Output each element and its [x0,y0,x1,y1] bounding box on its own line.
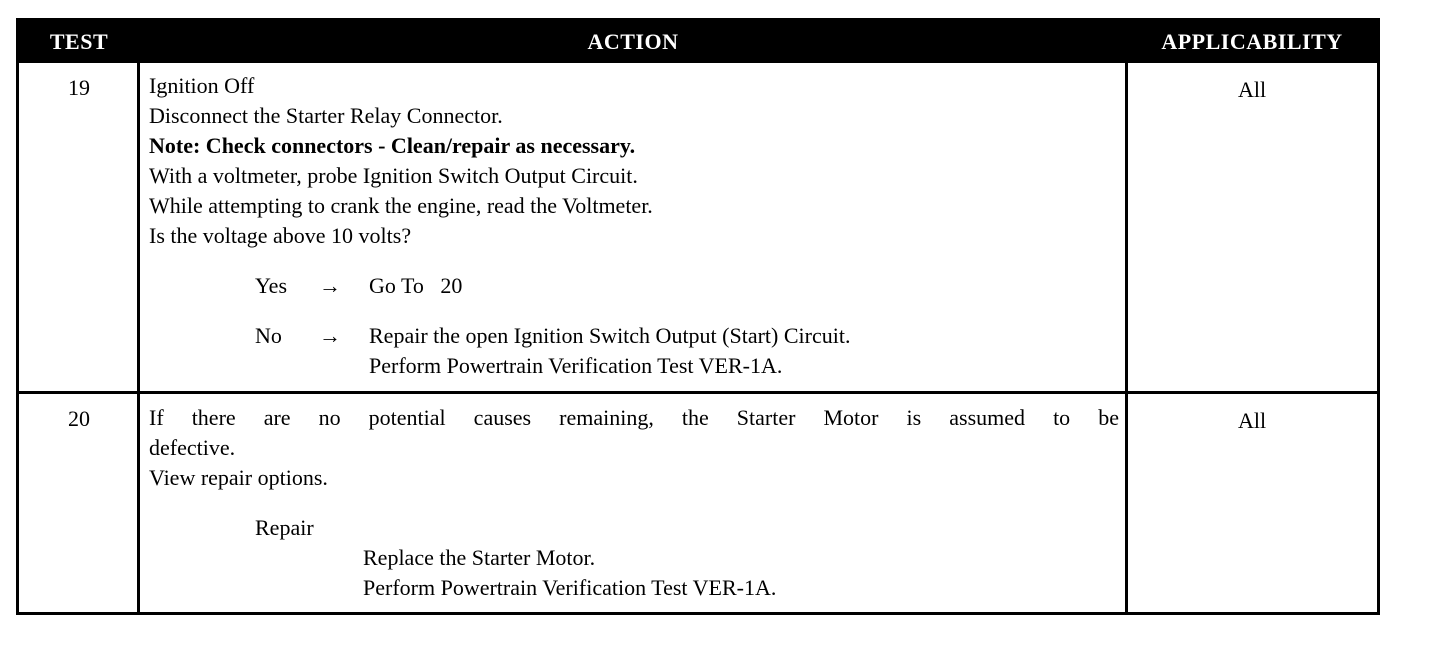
no-result-continued: Perform Powertrain Verification Test VER-1A. [369,353,783,378]
repair-step-text: Perform Powertrain Verification Test VER-1A. [363,575,777,600]
action-step: View repair options. [149,465,328,490]
repair-step [149,573,1119,603]
row-divider [19,391,1377,394]
repair-label: Repair [255,515,314,540]
action-step: defective. [149,435,236,460]
repair-step-text: Replace the Starter Motor. [363,545,596,570]
applicability-value: All [1237,408,1267,433]
no-label: No [255,323,282,348]
no-option [149,321,1119,351]
no-result: Repair the open Ignition Switch Output (Start) Circuit. [369,323,851,348]
yes-result: Go To 20 [369,273,463,298]
header-action: ACTION [587,29,679,54]
header-applicability: APPLICABILITY [1161,29,1343,54]
yes-label: Yes [255,273,288,298]
yes-option [149,271,1119,301]
table-header [19,21,1377,63]
arrow-icon: → [319,323,341,348]
repair-step [149,543,1119,573]
test-number: 19 [68,75,90,100]
header-test: TEST [49,29,109,54]
action-cell [149,403,1119,603]
action-step: While attempting to crank the engine, read the Voltmeter. [149,193,653,218]
no-option-continued [149,351,1119,381]
column-divider [1125,63,1128,615]
diagnostic-test-table [16,18,1380,615]
action-note: Note: Check connectors - Clean/repair as necessary. [149,133,636,158]
action-step: With a voltmeter, probe Ignition Switch Output Circuit. [149,163,638,188]
action-step: If there are no potential causes remaining, the Starter Motor is assumed to be [149,405,1119,430]
action-step: Ignition Off [149,73,255,98]
repair-option [149,513,1119,543]
action-step: Disconnect the Starter Relay Connector. [149,103,503,128]
action-question: Is the voltage above 10 volts? [149,223,412,248]
applicability-value: All [1237,77,1267,102]
column-divider [137,63,140,615]
arrow-icon: → [319,273,341,298]
test-number: 20 [68,406,90,431]
action-cell [149,71,1119,381]
